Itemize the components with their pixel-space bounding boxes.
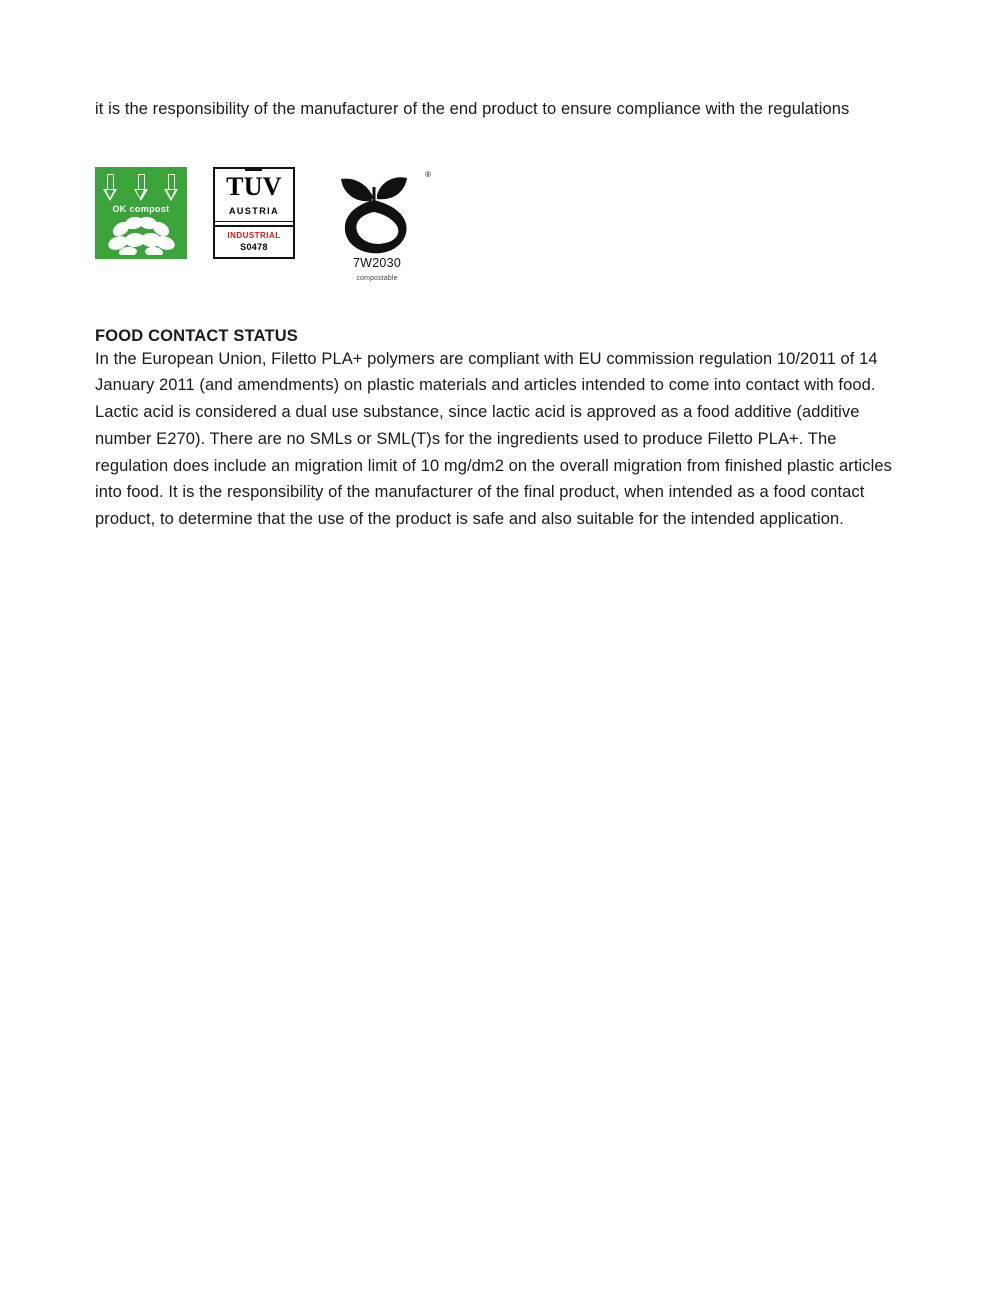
down-arrows-icon [103, 174, 179, 202]
seedling-compostable-logo [321, 167, 433, 285]
tuv-top-section [215, 169, 293, 222]
certification-logos [95, 167, 905, 285]
tuv-wordmark [215, 171, 293, 201]
tuv-austria-label: AUSTRIA [228, 205, 280, 216]
seedling-certificate-code: 7W2030 [352, 255, 402, 270]
tuv-certificate-number: S0478 [240, 241, 268, 252]
page-content [95, 96, 905, 533]
tuv-austria-logo [213, 167, 295, 259]
tuv-letter-u: U [243, 171, 263, 201]
tuv-letter-v: V [262, 171, 282, 201]
section-heading-food-contact-status: FOOD CONTACT STATUS [95, 326, 298, 345]
flower-icon [104, 213, 178, 255]
food-contact-status-paragraph: In the European Union, Filetto PLA+ polymers are compliant with EU commission regulation 10/2011 of 14 January 2011 (and amendments) on plastic materials and articles intended to come into contact with food. Lactic acid is considered a dual use substance, since lactic acid is approved as a food additive (additive number E270). There are no SMLs or SML(T)s for the ingredients used to produce Filetto PLA+. The regulation does include an migration limit of 10 mg/dm2 on the overall migration from finished plastic articles into food. It is the responsibility of the manufacturer of the final product, when intended as a food contact product, to determine that the use of the product is safe and also suitable for the intended application. [95, 349, 892, 529]
seedling-caption: compostable [356, 274, 398, 282]
ok-compost-label: OK compost [112, 203, 170, 214]
seedling-icon [327, 167, 423, 259]
intro-paragraph: it is the responsibility of the manufacturer of the end product to ensure compliance with the regulations [95, 100, 850, 118]
registered-trademark-icon: ® [425, 169, 431, 179]
ok-compost-logo [95, 167, 187, 259]
tuv-industrial-label: INDUSTRIAL [227, 230, 281, 240]
tuv-letter-t: T [226, 171, 244, 201]
tuv-divider [215, 225, 293, 227]
